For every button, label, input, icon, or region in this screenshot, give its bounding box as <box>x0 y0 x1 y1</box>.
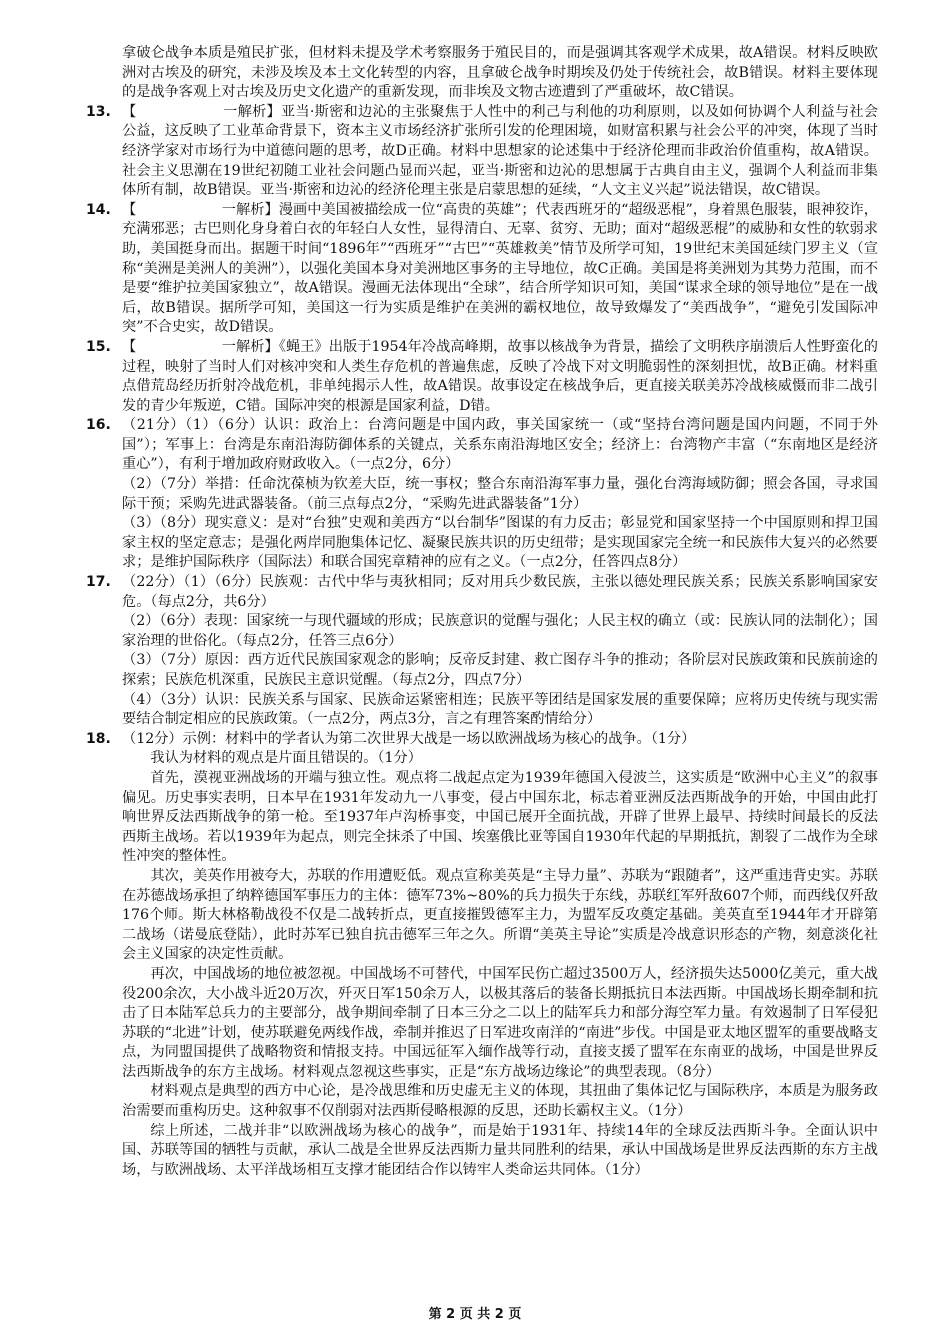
answer-text: （21分）（1）（6分）认识：政治上：台湾问题是中国内政，事关国家统一（或“坚持台湾问题是国内问题，不同于外国”）；军事上：台湾是东南沿海防御体系的关键点，关系东南沿海地区安全；经济上：台湾物产丰富（“东南地区是经济重心”），有利于增加政府财政收入。（一点2分，6分） <box>122 417 878 473</box>
question-number: 18. <box>86 730 111 747</box>
answer-text: （22分）（1）（6分）民族观：古代中华与夷狄相同；反对用兵少数民族，主张以德处理民族关系；民族关系影响国家安危。（每点2分，共6分） <box>122 574 878 610</box>
answer-subpart: （2）（6分）表现：国家统一与现代疆域的形成；民族意识的觉醒与强化；人民主权的确立（或：民族认同的法制化）；国家治理的世俗化。（每点2分，任答三点6分） <box>122 613 878 649</box>
question-number: 14. <box>86 201 111 218</box>
question-number: 15. <box>86 338 111 355</box>
answer-item-14 <box>86 201 878 338</box>
answer-item-16 <box>86 416 878 475</box>
answer-subpart: （3）（8分）现实意义：是对“台独”史观和美西方“以台制华”图谋的有力反击；彰显党和国家坚持一个中国原则和捍卫国家主权的坚定意志；是强化两岸同胞集体记忆、凝聚民族共识的历史纽带；是实现国家完全统一和民族伟大复兴的必然要求；是维护国际秩序（国际法）和联合国宪章精神的应有之义。（一点2分，任答四点8分） <box>122 515 878 571</box>
essay-paragraph: 我认为材料的观点是片面且错误的。（1分） <box>150 750 422 767</box>
essay-paragraph: 其次，美英作用被夸大，苏联的作用遭贬低。观点宣称美英是“主导力量”、苏联为“跟随者”，这严重违背史实。苏联在苏德战场承担了纳粹德国军事压力的主体：德军73%~80%的兵力损失于东线，苏联红军歼敌607个师，而西线仅歼敌176个师。斯大林格勒战役不仅是二战转折点，更直接摧毁德军主力，为盟军反攻奠定基础。美英直至1944年才开辟第二战场（诺曼底登陆），此时苏军已独自抗击德军三年之久。所谓“美英主导论”实质是冷战意识形态的产物，刻意淡化社会主义国家的决定性贡献。 <box>122 867 878 963</box>
answer-subpart: （2）（7分）举措：任命沈葆桢为钦差大臣，统一事权；整合东南沿海军事力量，强化台湾海域防御；照会各国，寻求国际干预；采购先进武器装备。（前三点每点2分，“采购先进武器装备”1分） <box>122 476 878 512</box>
answer-text: （12分）示例：材料中的学者认为第二次世界大战是一场以欧洲战场为核心的战争。（1分） <box>122 730 696 747</box>
page-footer: 第 2 页 共 2 页 <box>428 1307 522 1322</box>
answer-text: 【 一解析】《蝇王》出版于1954年冷战高峰期，故事以核战争为背景，描绘了文明秩序崩溃后人性野蛮化的过程，映射了当时人们对核冲突和人类生存危机的普遍焦虑，反映了冷战下对文明脆弱性的深刻担忧，故B正确。材料重点借荒岛经历折射冷战危机，非单纯揭示人性，故A错误。故事设定在核战争后，更直接关联美苏冷战核威慑而非二战引发的青少年叛逆，C错。国际冲突的根源是国家利益，D错。 <box>122 338 878 414</box>
essay-paragraph: 再次，中国战场的地位被忽视。中国战场不可替代，中国军民伤亡超过3500万人，经济损失达5000亿美元，重大战役200余次，大小战斗近20万次，歼灭日军150余万人，以极其落后的装备长期抵抗日本法西斯。中国战场长期牵制和抗击了日本陆军总兵力的主要部分，战争期间牵制了日本三分之二以上的陆军兵力和部分海空军力量。有效遏制了日军侵犯苏联的“北进”计划，使苏联避免两线作战，牵制并推迟了日军进攻南洋的“南进”步伐。中国是亚太地区盟军的重要战略支点，为同盟国提供了战略物资和情报支持。中国远征军入缅作战等行动，直接支援了盟军在东南亚的战场，中国是世界反法西斯战争的东方主战场。材料观点忽视这些事实，正是“东方战场边缘论”的典型表现。（8分） <box>122 965 878 1080</box>
answer-item-15 <box>86 338 878 416</box>
question-number: 16. <box>86 417 111 434</box>
question-number: 13. <box>86 103 111 120</box>
essay-paragraph: 材料观点是典型的西方中心论，是冷战思维和历史虚无主义的体现，其扭曲了集体记忆与国际秩序，本质是为服务政治需要而重构历史。这种叙事不仅削弱对法西斯侵略根源的反思，还助长霸权主义。（1分） <box>122 1083 878 1120</box>
question-number: 17. <box>86 574 111 591</box>
answer-item-18 <box>86 730 878 750</box>
answer-text: 【 一解析】亚当·斯密和边沁的主张聚焦于人性中的利己与利他的功利原则，以及如何协调个人利益与社会公益，这反映了工业革命背景下，资本主义市场经济扩张所引发的伦理困境，如财富积累与社会公平的冲突，体现了当时经济学家对市场行为中道德问题的思考，故D正确。材料中思想家的论述集中于经济伦理而非政治价值重构，故A错误。社会主义思潮在19世纪初随工业社会问题凸显而兴起，亚当·斯密和边沁的思想属于古典自由主义，强调个人利益而非集体所有制，故B错误。亚当·斯密和边沁的经济伦理主张是启蒙思想的延续，“人文主义兴起”说法错误，故C错误。 <box>122 103 878 199</box>
intro-paragraph: 拿破仑战争本质是殖民扩张，但材料未提及学术考察服务于殖民目的，而是强调其客观学术成果，故A错误。材料反映欧洲对古埃及的研究，未涉及埃及本土文化转型的内容，且拿破仑战争时期埃及仍处于传统社会，故B错误。材料主要体现的是战争客观上对古埃及历史文化遗产的重新发现，而非埃及文物古迹遭到了严重破坏，故C错误。 <box>122 45 878 101</box>
answer-page <box>86 44 878 1180</box>
answer-text: 【 一解析】漫画中美国被描绘成一位“高贵的英雄”；代表西班牙的“超级恶棍”，身着黑色服装，眼神狡诈，充满邪恶；古巴则化身身着白衣的年轻白人女性，显得清白、无辜、贫穷、无助；面对“超级恶棍”的威胁和女性的软弱求助，美国挺身而出。据题干时间“1896年”“西班牙”“古巴”“英雄救美”情节及所学可知，19世纪末美国延续门罗主义（宣称“美洲是美洲人的美洲”），以强化美国本身对美洲地区事务的主导地位，故C正确。美国是将美洲划为其势力范围，而不是要“维护拉美国家独立”，故A错误。漫画无法体现出“全球”，结合所学知识可知，美国“谋求全球的领导地位”是在一战后，故B错误。据所学可知，美国这一行为实质是维护在美洲的霸权地位，故导致爆发了“美西战争”，“避免引发国际冲突”不合史实，故D错误。 <box>122 201 879 336</box>
answer-item-17 <box>86 573 878 612</box>
answer-item-13 <box>86 103 878 201</box>
answer-subpart: （4）（3分）认识：民族关系与国家、民族命运紧密相连；民族平等团结是国家发展的重要保障；应将历史传统与现实需要结合制定相应的民族政策。（一点2分，两点3分，言之有理答案酌情给分） <box>122 691 878 728</box>
essay-paragraph: 首先，漠视亚洲战场的开端与独立性。观点将二战起点定为1939年德国入侵波兰，这实质是“欧洲中心主义”的叙事偏见。历史事实表明，日本早在1931年发动九一八事变，侵占中国东北，标志着亚洲反法西斯战争的开始，中国由此打响世界反法西斯战争的第一枪。至1937年卢沟桥事变，中国已展开全面抗战，开辟了世界上最早、持续时间最长的反法西斯主战场。若以1939年为起点，则完全抹杀了中国、埃塞俄比亚等国自1930年代起的早期抵抗，割裂了二战作为全球性冲突的整体性。 <box>122 769 878 865</box>
essay-paragraph: 综上所述，二战并非“以欧洲战场为核心的战争”，而是始于1931年、持续14年的全球反法西斯斗争。全面认识中国、苏联等国的牺牲与贡献，承认二战是全世界反法西斯力量共同胜利的结果，承认中国战场是世界反法西斯的东方主战场，与欧洲战场、太平洋战场相互支撑才能团结合作以铸牢人类命运共同体。（1分） <box>122 1122 878 1178</box>
answer-subpart: （3）（7分）原因：西方近代民族国家观念的影响；反帝反封建、救亡图存斗争的推动；各阶层对民族政策和民族前途的探索；民族危机深重，民族民主意识觉醒。（每点2分，四点7分） <box>122 652 878 688</box>
